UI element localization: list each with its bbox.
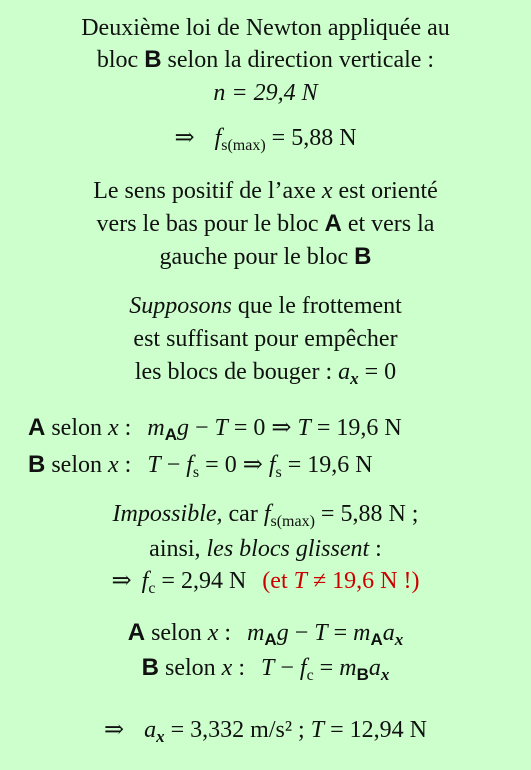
s6-line2 (0, 535, 531, 563)
text-fragment: m (147, 415, 165, 441)
text-fragment: a (144, 717, 157, 743)
text-fragment: = (319, 655, 334, 681)
s3-line3 (0, 243, 531, 271)
text-fragment: B (144, 46, 162, 73)
text-fragment: c (148, 580, 156, 597)
text-fragment: T (297, 415, 311, 441)
text-fragment: ainsi, (149, 536, 201, 562)
text-fragment: a (338, 359, 351, 385)
text-fragment: les blocs de bouger : (134, 359, 333, 385)
text-fragment: Le sens positif de l’axe (93, 178, 316, 204)
text-fragment: T (260, 655, 275, 681)
text-fragment: : (224, 620, 232, 646)
text-fragment: T (314, 620, 328, 646)
text-fragment: x (221, 655, 233, 681)
text-fragment: m (247, 620, 265, 646)
s1-line3 (0, 79, 531, 107)
text-fragment: x (350, 369, 359, 388)
text-fragment: B (354, 243, 372, 270)
s5-row-b (28, 451, 508, 487)
s7-row-a (0, 619, 531, 654)
text-fragment: f (299, 655, 307, 681)
text-fragment: ⇒ (111, 568, 132, 594)
text-fragment: x (321, 178, 333, 204)
text-fragment: m (353, 620, 371, 646)
text-fragment: f (268, 452, 276, 478)
text-fragment: = 0 (364, 359, 397, 385)
text-fragment: f (141, 568, 149, 594)
text-fragment: T (310, 717, 325, 743)
text-fragment: x (108, 415, 119, 441)
text-fragment: = (333, 620, 348, 646)
s3-line2 (0, 210, 531, 238)
s4-line3 (0, 358, 531, 393)
text-fragment: Impossible, (112, 501, 223, 527)
text-fragment: selon (51, 415, 103, 441)
text-fragment: ⇒ (271, 415, 292, 441)
text-fragment: x (207, 620, 219, 646)
text-fragment: selon la direction verticale : (167, 47, 435, 73)
text-fragment: : (375, 536, 382, 562)
s3-line1 (0, 177, 531, 205)
s4-line1 (0, 292, 531, 320)
text-fragment: gauche pour le bloc (159, 244, 349, 270)
text-fragment: − (294, 620, 309, 646)
text-fragment: Supposons (129, 293, 232, 319)
text-fragment: = 19,6 N (316, 415, 402, 441)
text-fragment: m (339, 655, 357, 681)
text-fragment: que le frottement (237, 293, 402, 319)
text-fragment: T (147, 452, 161, 478)
text-fragment: A (28, 414, 46, 441)
text-fragment: = 19,6 N (287, 452, 373, 478)
s4-line2 (0, 325, 531, 353)
text-fragment: n = 29,4 N (213, 80, 318, 106)
text-fragment: : (124, 415, 132, 441)
text-fragment: x (380, 665, 390, 684)
text-fragment: selon (51, 452, 103, 478)
text-fragment: selon (151, 620, 202, 646)
s1-line2 (0, 46, 531, 74)
text-fragment: est orienté (338, 178, 438, 204)
text-fragment: c (306, 667, 314, 684)
contradiction-note (262, 568, 419, 594)
text-fragment: B (141, 654, 159, 681)
text-fragment: s (192, 464, 200, 481)
text-fragment: T (293, 568, 307, 594)
text-fragment: − (194, 415, 215, 441)
text-fragment: A (370, 630, 383, 649)
text-fragment: vers le bas pour le bloc (96, 211, 319, 237)
text-fragment: selon (164, 655, 216, 681)
text-fragment: − (280, 655, 294, 681)
text-fragment: ≠ 19,6 N !) (312, 568, 420, 594)
text-fragment: ⇒ (242, 452, 263, 478)
s5-row-a (28, 414, 508, 449)
text-fragment: B (28, 451, 46, 478)
s6-line1 (0, 500, 531, 536)
s6-line3 (0, 567, 531, 603)
text-fragment: = 5,88 N (271, 125, 357, 151)
text-fragment: A (127, 619, 146, 646)
text-fragment: = 3,332 m/s² ; (170, 717, 305, 743)
text-fragment: ⇒ (104, 717, 125, 743)
s8-result-line (0, 716, 531, 751)
text-fragment: les blocs glissent (206, 536, 370, 562)
text-fragment: = 12,94 N (330, 717, 427, 743)
s2-line (0, 124, 531, 160)
text-fragment: = 0 (205, 452, 237, 478)
text-fragment: = 5,88 N ; (320, 501, 419, 527)
text-fragment: a (368, 655, 381, 681)
text-fragment: est suffisant pour empêcher (133, 326, 398, 352)
text-fragment: s(max) (221, 137, 266, 154)
text-fragment: f (263, 501, 271, 527)
text-fragment: A (324, 210, 342, 237)
text-fragment: A (264, 630, 277, 649)
text-fragment: f (186, 452, 193, 478)
text-fragment: g (276, 620, 289, 646)
text-fragment: T (214, 415, 228, 441)
text-fragment: : (124, 452, 132, 478)
text-fragment: x (156, 727, 165, 746)
text-fragment: s (275, 464, 282, 481)
text-fragment: f (214, 125, 222, 151)
text-fragment: = 2,94 N (161, 568, 247, 594)
text-fragment: g (176, 415, 189, 441)
text-fragment: x (108, 452, 119, 478)
text-fragment: bloc (96, 47, 139, 73)
text-fragment: B (356, 665, 369, 684)
text-fragment: a (382, 620, 395, 646)
s7-row-b (0, 654, 531, 690)
text-fragment: (et (262, 568, 288, 594)
text-fragment: − (166, 452, 181, 478)
text-fragment: ⇒ (174, 125, 195, 151)
text-fragment: x (394, 630, 404, 649)
text-fragment: Deuxième loi de Newton appliquée au (81, 15, 450, 41)
s1-line1 (0, 14, 531, 42)
text-fragment: = 0 (233, 415, 266, 441)
text-fragment: A (164, 425, 177, 444)
text-fragment: s(max) (270, 513, 315, 530)
text-fragment: car (228, 501, 258, 527)
text-fragment: et vers la (347, 211, 435, 237)
text-fragment: : (238, 655, 245, 681)
